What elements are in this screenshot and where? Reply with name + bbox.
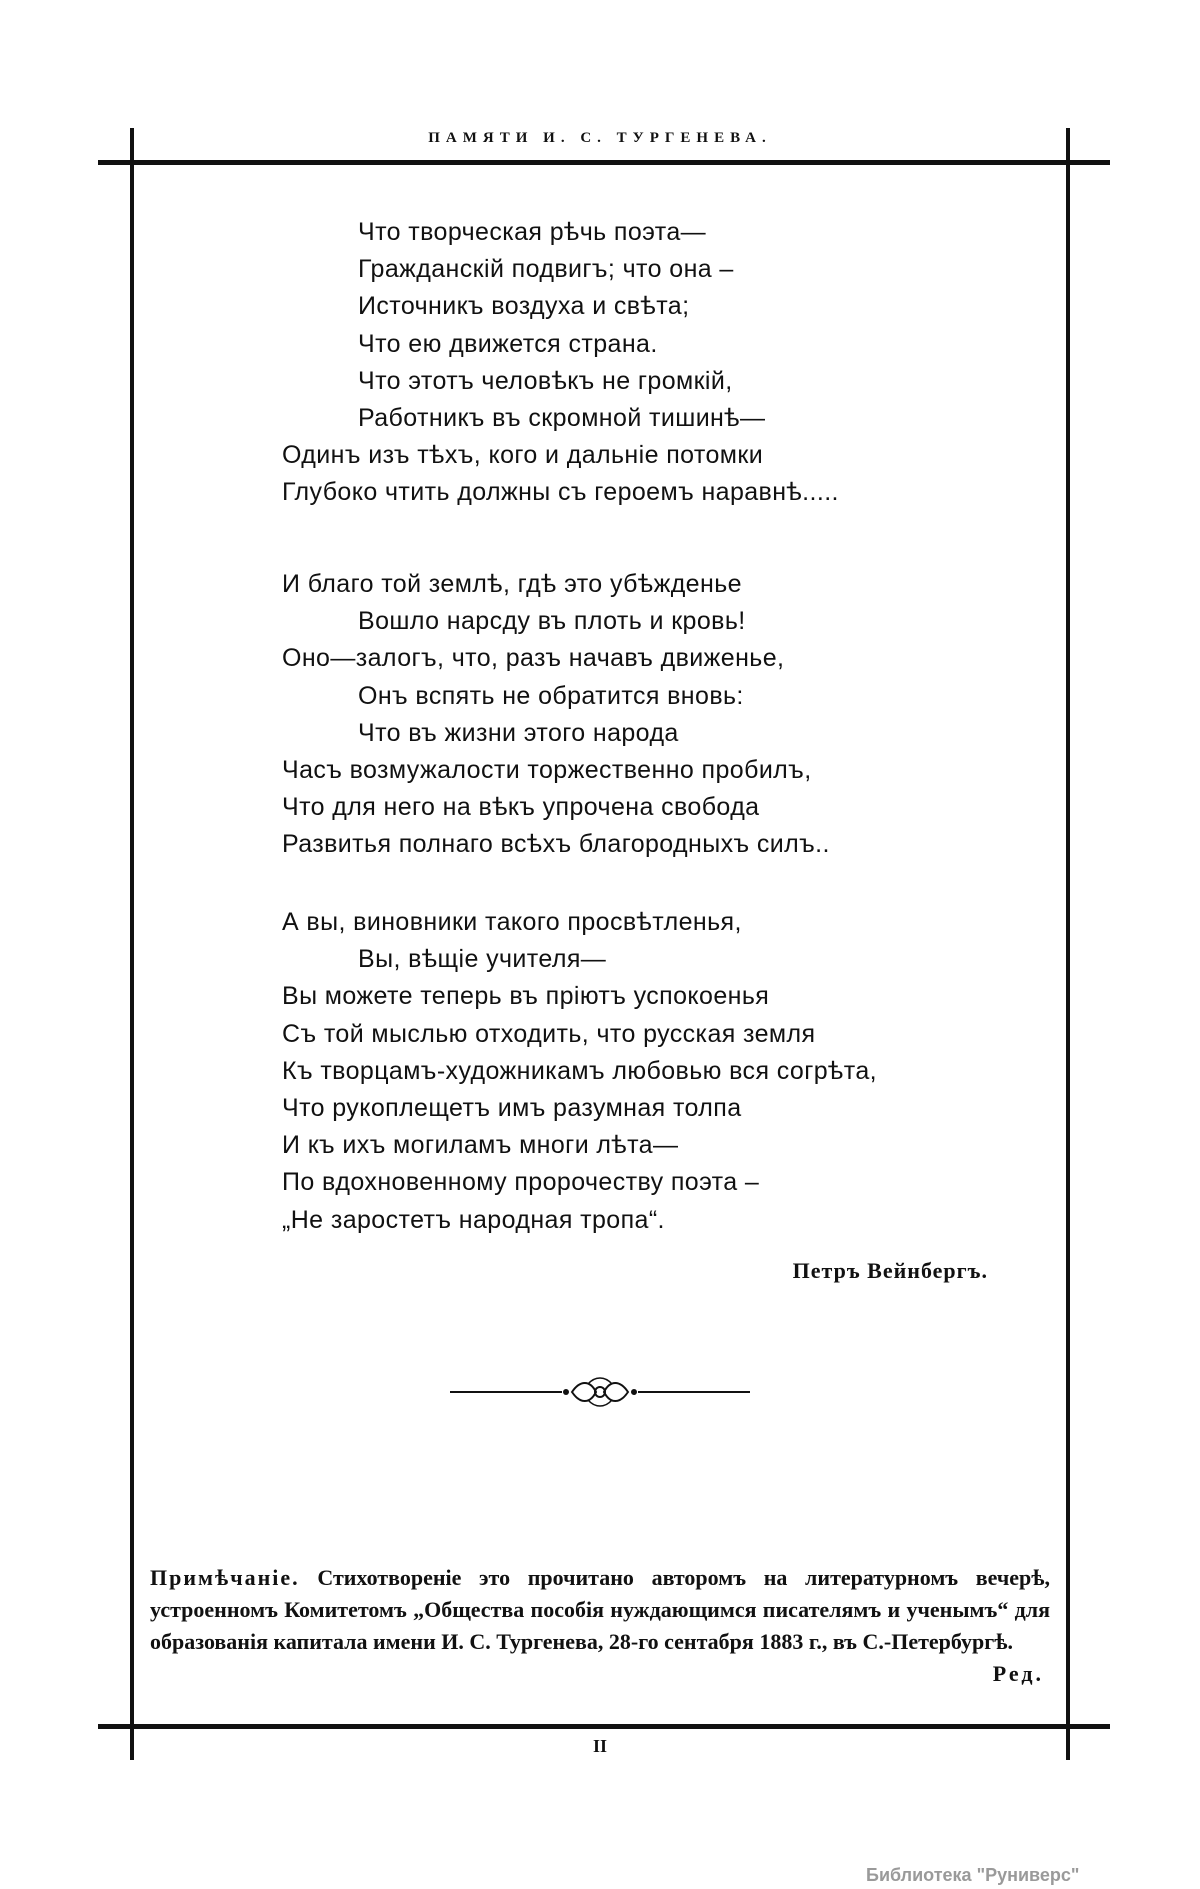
poem-line: Развитья полнаго всѣхъ благородныхъ силъ.. [282,830,830,859]
page-number: II [592,1736,607,1756]
poem-line: Что творческая рѣчь поэта— [358,218,707,246]
author-signature: Петръ Вейнбергъ. [792,1258,988,1283]
poem-line: А вы, виновники такого просвѣтленья, [282,908,742,936]
poem-line: И къ ихъ могиламъ многи лѣта— [282,1131,679,1160]
poem-line: Къ творцамъ-художникамъ любовью вся согрѣта, [282,1056,877,1085]
poem-line: По вдохновенному пророчеству поэта – [282,1168,760,1197]
note-text: Стихотвореніе это прочитано авторомъ на литературномъ вечерѣ, устроенномъ Комитетомъ „Общества пособія нуждающимся писателямъ и ученымъ“ для образованія капитала имени И. С. Тургенева, 28-го сентабря 1883 г., въ С.-Петербургѣ. [150,1565,1050,1654]
editor-note [150,1562,1050,1690]
library-watermark: Библиотека "Руниверс" [866,1865,1080,1885]
poem-line: Источникъ воздуха и свѣта; [358,292,690,321]
ornament-divider [450,1372,750,1412]
poem-line: Вы, вѣщіе учителя— [358,945,607,974]
poem-line: Глубоко чтить должны съ героемъ наравнѣ..... [282,478,839,507]
frame-right-rule [1066,128,1070,1760]
note-editor-mark: Ред. [992,1661,1044,1686]
poem-line: Что для него на вѣкъ упрочена свобода [282,793,760,822]
poem-line: Что этотъ человѣкъ не громкій, [358,366,733,395]
frame-top-rule [98,160,1110,165]
poem-line: Что ею движется страна. [358,329,658,358]
running-head: ПАМЯТИ И. С. ТУРГЕНЕВА. [428,130,772,146]
poem-line: Оно—залогъ, что, разъ начавъ движенье, [282,644,785,673]
poem-line: И благо той землѣ, гдѣ это убѣжденье [282,570,742,598]
poem-line: Что въ жизни этого народа [358,718,679,747]
poem-line: Работникъ въ скромной тишинѣ— [358,404,766,432]
note-label: Примѣчаніе. [150,1565,300,1590]
poem-line: „Не заростетъ народная тропа“. [282,1205,665,1234]
poem-line: Часъ возмужалости торжественно пробилъ, [282,756,812,784]
poem-line: Одинъ изъ тѣхъ, кого и дальніе потомки [282,441,764,470]
frame-left-rule [130,128,134,1760]
poem-line: Гражданскій подвигъ; что она – [358,255,734,284]
poem-line: Вы можете теперь въ пріютъ успокоенья [282,982,770,1011]
frame-bottom-rule [98,1724,1110,1729]
poem-line: Съ той мыслью отходить, что русская земля [282,1019,816,1048]
poem-line: Онъ вспять не обратится вновь: [358,681,744,710]
poem-line: Что рукоплещетъ имъ разумная толпа [282,1094,742,1122]
poem-line: Вошло нарсду въ плоть и кровь! [358,607,746,636]
